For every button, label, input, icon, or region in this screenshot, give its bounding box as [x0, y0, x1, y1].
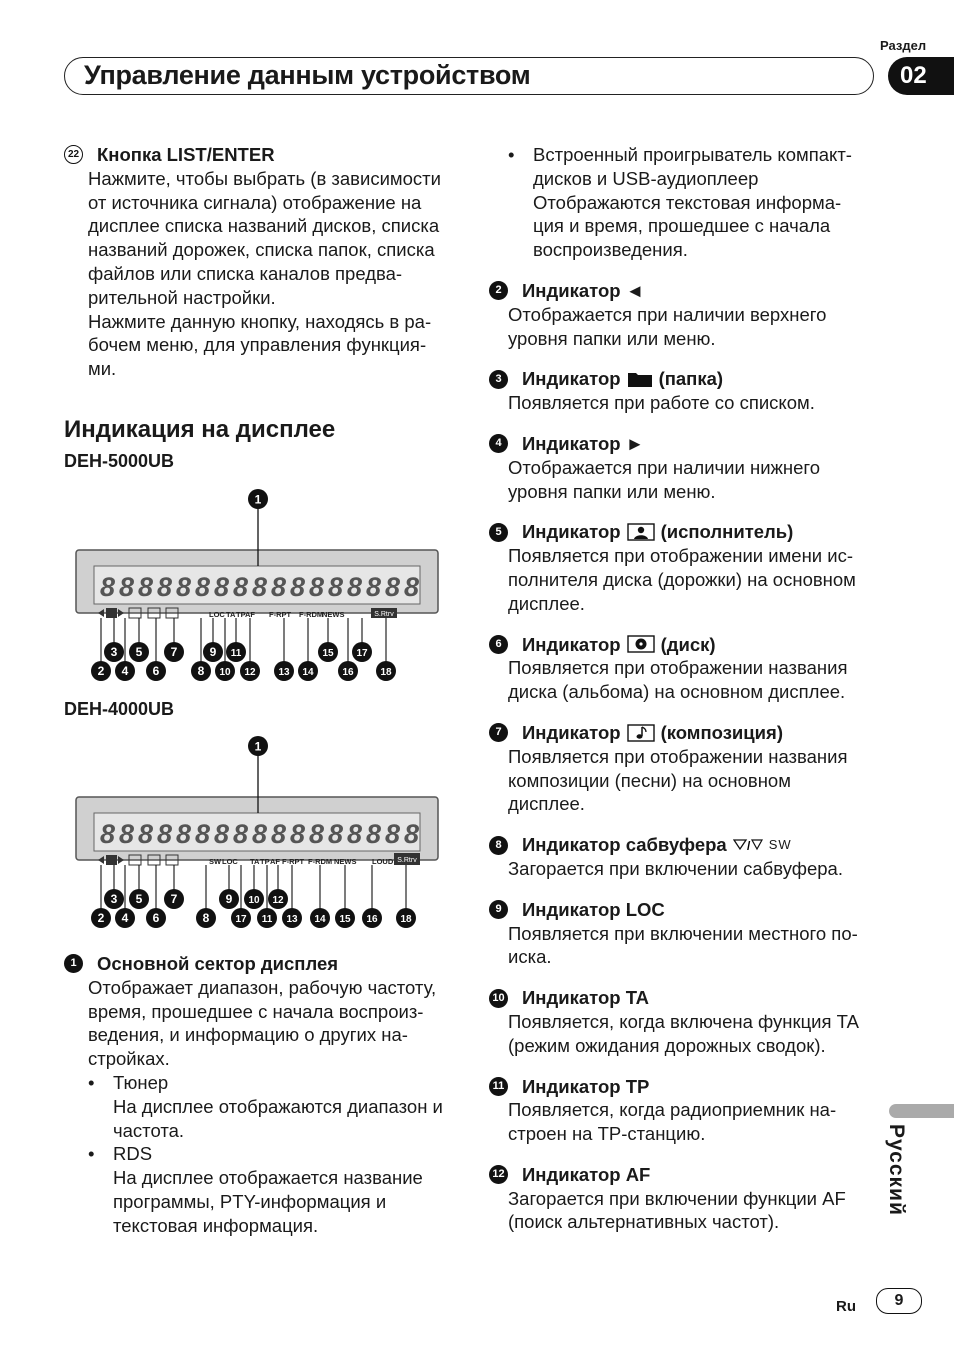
callout-number: 22 [64, 145, 83, 164]
callout-number: 8 [489, 836, 508, 855]
language-code: Ru [836, 1298, 856, 1315]
segment-characters [100, 572, 419, 602]
label-frpt: F-RPT [269, 610, 292, 619]
callout-label: 7 [170, 892, 178, 906]
callout-label: 11 [230, 648, 242, 659]
item-indicator-12 [489, 1163, 878, 1234]
callout-label: 8 [202, 911, 210, 925]
bullet-title: Тюнер [113, 1071, 169, 1093]
callout-label: 14 [302, 667, 314, 678]
item-list-enter [64, 143, 464, 381]
text-line: дисков и USB-аудиоплеер [533, 167, 759, 189]
text-line: Появляется при работе со списком. [508, 392, 815, 414]
callout-number: 7 [489, 723, 508, 742]
text-line: частота. [113, 1119, 185, 1141]
callout-group [91, 865, 416, 928]
text-line: время, прошедшее с начала воспроиз- [88, 1000, 424, 1022]
page-title: Управление данным устройством [84, 60, 531, 90]
label-tp: TP [236, 610, 246, 619]
callout-label: 10 [219, 667, 231, 678]
item-indicator-7 [489, 721, 878, 816]
language-tab [889, 1104, 954, 1118]
callout-number: 5 [489, 523, 508, 542]
callout-label: 4 [121, 664, 129, 678]
segment-char: 8 [195, 572, 211, 602]
callout-number: 9 [489, 900, 508, 919]
callout-label: 5 [135, 645, 143, 659]
text-line: дисплее. [508, 592, 585, 614]
segment-char: 8 [252, 819, 268, 849]
text-line: полнителя диска (дорожки) на основном [508, 568, 856, 590]
text-line: композиции (песни) на основном [508, 769, 791, 791]
label-af: AF [245, 610, 255, 619]
callout-label: 6 [152, 664, 160, 678]
segment-char: 8 [290, 572, 306, 602]
callout-label: 18 [400, 914, 412, 925]
text-line: Загорается при включении сабвуфера. [508, 857, 843, 879]
callout-label: 3 [110, 892, 118, 906]
music-note-icon [627, 724, 655, 742]
item-indicator-5 [489, 520, 878, 615]
text-line: Появляется, когда включена функция TA [508, 1010, 859, 1032]
item-body [88, 167, 464, 381]
label-frpt: F-RPT [282, 857, 305, 866]
item-title-suffix: (диск) [660, 633, 716, 655]
bullet-cd-usb: • Встроенный проигрыватель компакт- дисков и USB-аудиоплеер Отображаются текстовая информа- ция и время, прошедшее с начала воспроизведения. [508, 144, 852, 261]
text-line: бочем меню, для управления функция- [88, 334, 427, 356]
segment-char: 8 [309, 819, 325, 849]
segment-char: 8 [233, 819, 249, 849]
text-line: Появляется, когда радиоприемник на- [508, 1099, 837, 1121]
segment-char: 8 [100, 572, 116, 602]
item-main-display [64, 952, 464, 1238]
callout-label: 18 [380, 667, 392, 678]
bullet-tuner: • Тюнер На дисплее отображаются диапазон и частота. [88, 1071, 443, 1141]
callout-label: 10 [248, 895, 260, 906]
right-column [492, 143, 878, 1234]
text-line: (поиск альтернативных частот). [508, 1211, 780, 1233]
callout-number: 11 [489, 1077, 508, 1096]
item-title: Индикатор [522, 521, 621, 543]
label-sw: SW [209, 857, 222, 866]
text-line: Нажмите данную кнопку, находясь в ра- [88, 310, 432, 332]
text-line: Появляется при отображении названия [508, 745, 848, 767]
callout-label: 7 [170, 645, 178, 659]
segment-char: 8 [157, 819, 173, 849]
label-ta: TA [226, 610, 236, 619]
item-title: Индикатор TP [522, 1075, 650, 1097]
segment-char: 8 [366, 572, 382, 602]
callout-label: 2 [97, 664, 105, 678]
label-news: NEWS [322, 610, 345, 619]
callout-label: 2 [97, 911, 105, 925]
item-indicator-4 [489, 432, 878, 503]
item-title: Индикатор TA [522, 987, 649, 1009]
segment-characters [100, 819, 419, 849]
segment-char: 8 [328, 572, 344, 602]
item-title-suffix: SW [768, 837, 792, 853]
item-title: Индикатор ◄ [522, 279, 645, 301]
callout-number: 3 [489, 370, 508, 389]
item-title-suffix: (исполнитель) [660, 521, 794, 543]
item-indicator-10 [489, 986, 878, 1057]
item-indicator-2 [489, 279, 878, 350]
segment-char: 8 [309, 572, 325, 602]
text-line: строен на TP-станцию. [508, 1123, 706, 1145]
text-line: (режим ожидания дорожных сводок). [508, 1034, 826, 1056]
text-line: дисплее списка названий дисков, списка [88, 215, 440, 237]
callout-label: 14 [314, 914, 326, 925]
segment-char: 8 [252, 572, 268, 602]
segment-char: 8 [385, 572, 401, 602]
subwoofer-icon [733, 837, 763, 853]
text-line: уровня папки или меню. [508, 480, 716, 502]
item-indicator-8 [489, 833, 878, 881]
segment-char: 8 [347, 572, 363, 602]
text-line: от источника сигнала) отображение на [88, 191, 422, 213]
callout-label: 9 [225, 892, 233, 906]
svg-text:/: / [746, 839, 751, 854]
text-line: ведения, и информацию о других на- [88, 1024, 408, 1046]
segment-char: 8 [176, 819, 192, 849]
bullet-title: RDS [113, 1143, 153, 1165]
text-line: Появляется при отображении имени ис- [508, 545, 854, 567]
section-heading: Индикация на дисплее [64, 416, 336, 443]
item-indicator-3 [489, 367, 878, 415]
text-line: воспроизведения. [533, 239, 688, 261]
segment-char: 8 [138, 572, 154, 602]
text-line: Отображается при наличии нижнего [508, 456, 821, 478]
text-line: Нажмите, чтобы выбрать (в зависимости [88, 167, 441, 189]
label-srtrv: S.Rtrv [374, 611, 394, 618]
callout-group [91, 618, 396, 681]
item-body [88, 976, 464, 1238]
label-loud: LOUD [372, 857, 394, 866]
callout-number: 10 [489, 989, 508, 1008]
text-line: рительной настройки. [88, 286, 276, 308]
page-number: 9 [876, 1288, 922, 1314]
item-title-suffix: (папка) [658, 368, 724, 390]
callout-label: 13 [278, 667, 290, 678]
text-line: Появляется при отображении названия [508, 657, 848, 679]
label-af: AF [270, 857, 280, 866]
text-line: Отображается при наличии верхнего [508, 303, 827, 325]
callout-number: 4 [489, 434, 508, 453]
segment-char: 8 [347, 819, 363, 849]
bullet-rds: • RDS На дисплее отображается название программы, PTY-информация и текстовая информация. [88, 1143, 423, 1236]
item-indicator-9 [489, 898, 878, 969]
callout-label: 17 [356, 648, 368, 659]
text-line: Встроенный проигрыватель компакт- [533, 144, 852, 165]
text-line: ми. [88, 358, 117, 380]
callout-label: 11 [261, 914, 273, 925]
callout-label: 3 [110, 645, 118, 659]
callout-label: 17 [235, 914, 247, 925]
segment-char: 8 [119, 572, 135, 602]
text-line: Отображаются текстовая информа- [533, 191, 842, 213]
text-line: программы, PTY-информация и [113, 1190, 387, 1212]
item-title: Индикатор ► [522, 432, 645, 454]
text-line: На дисплее отображаются диапазон и [113, 1095, 443, 1117]
label-srtrv: S.Rtrv [397, 857, 417, 864]
segment-char: 8 [404, 819, 420, 849]
item-title: Индикатор [522, 633, 621, 655]
text-line: Загорается при включении функции AF [508, 1187, 846, 1209]
segment-char: 8 [100, 819, 116, 849]
item-title: Индикатор сабвуфера [522, 834, 727, 856]
section-label: Раздел [880, 38, 927, 53]
callout-label: 16 [342, 667, 354, 678]
label-frdm: F-RDM [299, 610, 324, 619]
segment-char: 8 [119, 819, 135, 849]
text-line: файлов или списка каналов предва- [88, 262, 403, 284]
text-line: дисплее. [508, 793, 585, 815]
artist-icon [627, 523, 655, 541]
callout-label: 15 [339, 914, 351, 925]
callout-label: 9 [209, 645, 217, 659]
segment-char: 8 [214, 819, 230, 849]
callout-number: 6 [489, 635, 508, 654]
segment-char: 8 [157, 572, 173, 602]
label-loc: LOC [209, 610, 225, 619]
callout-label: 15 [322, 648, 334, 659]
label-ta: TA [250, 857, 260, 866]
callout-label: 12 [244, 667, 256, 678]
folder-icon [627, 370, 653, 388]
callout-label: 8 [197, 664, 205, 678]
segment-char: 8 [138, 819, 154, 849]
text-line: названий дорожек, списка папок, списка [88, 239, 435, 261]
text-line: иска. [508, 946, 552, 968]
segment-char: 8 [366, 819, 382, 849]
item-title-suffix: (композиция) [660, 721, 783, 743]
model-label-1: DEH-5000UB [64, 451, 175, 471]
segment-char: 8 [271, 819, 287, 849]
side-language-label: Русский [885, 1124, 908, 1216]
text-line: ция и время, прошедшее с начала [533, 215, 831, 237]
callout-number: 1 [64, 954, 83, 973]
disc-icon [627, 635, 655, 653]
label-tp: TP [260, 857, 270, 866]
segment-char: 8 [290, 819, 306, 849]
text-line: стройках. [88, 1048, 170, 1070]
callout-label: 1 [254, 492, 262, 507]
text-line: На дисплее отображается название [113, 1167, 423, 1189]
item-title: Индикатор [522, 368, 621, 390]
label-news: NEWS [334, 857, 357, 866]
callout-label: 1 [254, 739, 262, 754]
callout-number: 12 [489, 1165, 508, 1184]
callout-label: 13 [286, 914, 298, 925]
item-title: Кнопка LIST/ENTER [97, 144, 275, 165]
display-diagram-deh4000ub [64, 727, 454, 932]
text-line: Появляется при включении местного по- [508, 922, 858, 944]
text-line: уровня папки или меню. [508, 327, 716, 349]
item-indicator-11 [489, 1075, 878, 1146]
label-frdm: F-RDM [308, 857, 333, 866]
callout-label: 4 [121, 911, 129, 925]
segment-char: 8 [328, 819, 344, 849]
section-number-badge: 02 [888, 57, 954, 95]
text-line: диска (альбома) на основном дисплее. [508, 681, 846, 703]
callout-label: 5 [135, 892, 143, 906]
segment-char: 8 [214, 572, 230, 602]
callout-label: 6 [152, 911, 160, 925]
callout-label: 16 [366, 914, 378, 925]
segment-char: 8 [195, 819, 211, 849]
callout-label: 12 [272, 895, 284, 906]
item-indicator-6 [489, 633, 878, 704]
model-label-2: DEH-4000UB [64, 699, 175, 719]
segment-char: 8 [233, 572, 249, 602]
segment-char: 8 [271, 572, 287, 602]
display-diagram-deh5000ub [64, 480, 454, 685]
item-title: Индикатор [522, 721, 621, 743]
text-line: Отображает диапазон, рабочую частоту, [88, 976, 437, 998]
item-title: Индикатор LOC [522, 898, 665, 920]
callout-number: 2 [489, 281, 508, 300]
text-line: текстовая информация. [113, 1214, 319, 1236]
segment-char: 8 [404, 572, 420, 602]
item-title: Индикатор AF [522, 1163, 651, 1185]
segment-char: 8 [385, 819, 401, 849]
label-loc: LOC [222, 857, 238, 866]
segment-char: 8 [176, 572, 192, 602]
item-title: Основной сектор дисплея [97, 953, 339, 974]
